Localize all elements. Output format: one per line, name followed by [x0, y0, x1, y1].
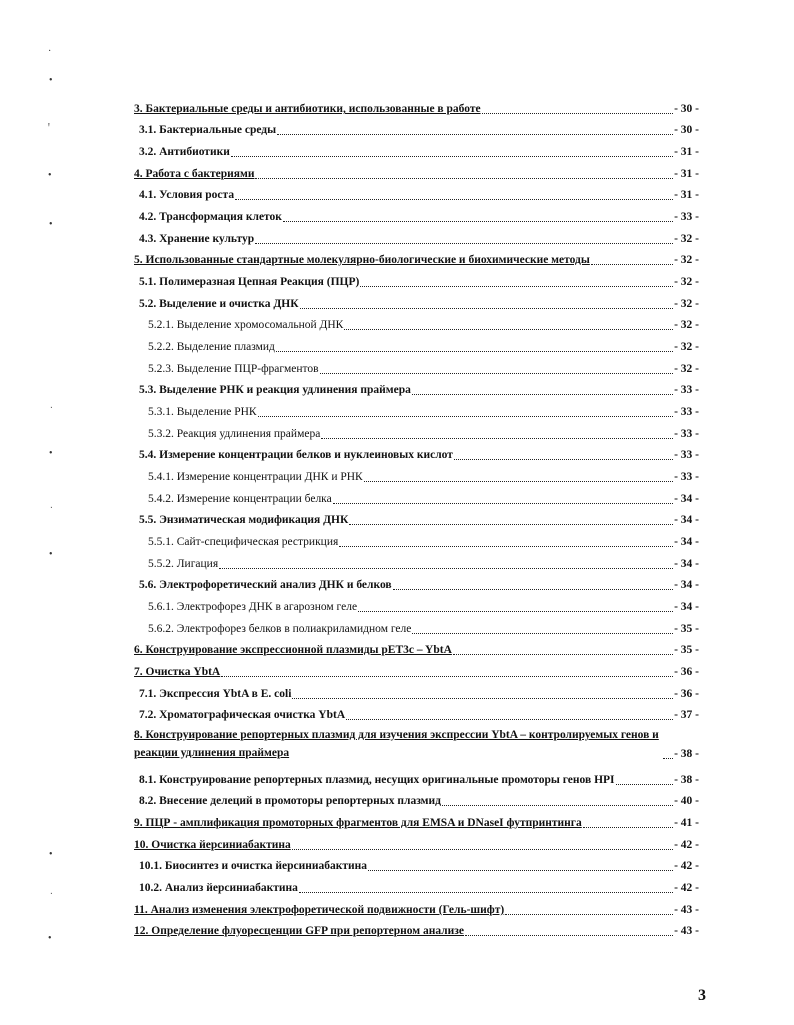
toc-entry: [148, 313, 699, 333]
toc-entry-title: 5.5.2. Лигация: [148, 558, 219, 570]
toc-entry: [134, 97, 699, 117]
toc-entry-title: 5.4.2. Измерение концентрации белка: [148, 493, 332, 505]
toc-leader: [320, 373, 674, 374]
toc-entry-page: - 34 -: [674, 601, 699, 613]
toc-entry: [139, 183, 699, 203]
toc-entry: [134, 919, 699, 939]
toc-leader: [321, 438, 673, 439]
toc-leader: [349, 524, 673, 525]
toc-entry-page: - 32 -: [674, 298, 699, 310]
toc-entry-title: 10.1. Биосинтез и очистка йерсиниабактина: [139, 860, 367, 872]
toc-entry: [139, 768, 699, 788]
toc-entry-page: - 31 -: [674, 146, 699, 158]
toc-entry-title: 5.3.2. Реакция удлинения праймера: [148, 428, 321, 440]
toc-entry-page: - 42 -: [674, 882, 699, 894]
toc-entry-title: 4. Работа с бактериями: [134, 168, 255, 180]
toc-entry: [148, 487, 699, 507]
toc-leader: [277, 134, 673, 135]
toc-entry: [139, 682, 699, 702]
scan-speck: •: [49, 448, 53, 459]
scan-speck: •: [48, 170, 52, 181]
toc-entry-page: - 32 -: [674, 363, 699, 375]
toc-entry-page: - 30 -: [674, 124, 699, 136]
toc-leader: [591, 264, 673, 265]
toc-entry-page: - 36 -: [674, 666, 699, 678]
toc-entry-title: 4.3. Хранение культур: [139, 233, 255, 245]
scan-speck: •: [49, 219, 53, 230]
toc-entry-page: - 32 -: [674, 233, 699, 245]
toc-leader: [616, 784, 674, 785]
toc-entry-title: 5.2. Выделение и очистка ДНК: [139, 298, 299, 310]
toc-entry-page: - 35 -: [674, 623, 699, 635]
toc-entry: [148, 552, 699, 572]
toc-leader: [235, 199, 673, 200]
toc-leader: [231, 156, 673, 157]
toc-entry-title: 10.2. Анализ йерсиниабактина: [139, 882, 298, 894]
toc-entry-page: - 35 -: [674, 644, 699, 656]
toc-leader: [221, 676, 673, 677]
toc-entry-title: 5.6.1. Электрофорез ДНК в агарозном геле: [148, 601, 358, 613]
toc-entry-title: 6. Конструирование экспрессионной плазмиды pET3c – YbtA: [134, 644, 452, 656]
toc-entry-page: - 31 -: [674, 168, 699, 180]
toc-entry-title: 5.6. Электрофоретический анализ ДНК и белков: [139, 579, 392, 591]
toc-entry-page: - 31 -: [674, 189, 699, 201]
toc-entry: [139, 789, 699, 809]
toc-entry-page: - 34 -: [674, 493, 699, 505]
toc-entry-title: 5.2.2. Выделение плазмид: [148, 341, 275, 353]
toc-entry-page: - 32 -: [674, 254, 699, 266]
toc-entry-title: 5.5.1. Сайт-специфическая рестрикция: [148, 536, 339, 548]
toc-entry-title: 12. Определение флуоресценции GFP при репортерном анализе: [134, 925, 464, 937]
toc-leader: [299, 892, 673, 893]
toc-entry-page: - 36 -: [674, 688, 699, 700]
toc-leader: [358, 611, 673, 612]
toc-entry-title: 8. Конструирование репортерных плазмид для изучения экспрессии YbtA – контролируемых генов и реакции удлинения праймера: [134, 729, 659, 759]
toc-entry-title: 7.1. Экспрессия YbtA в E. coli: [139, 688, 292, 700]
toc-entry-page: - 41 -: [674, 817, 699, 829]
toc-entry-title: 3.2. Антибиотики: [139, 146, 230, 158]
toc-entry-page: - 34 -: [674, 536, 699, 548]
toc-leader: [333, 503, 673, 504]
toc-entry-page: - 33 -: [674, 428, 699, 440]
toc-leader: [258, 416, 673, 417]
toc-entry-page: - 40 -: [674, 795, 699, 807]
toc-entry-page: - 32 -: [674, 341, 699, 353]
toc-entry: [148, 357, 699, 377]
toc-entry: [139, 227, 699, 247]
page-number: 3: [698, 987, 706, 1004]
scan-speck: ˑ: [50, 404, 53, 415]
toc-entry: [139, 270, 699, 290]
toc-entry-title: 7.2. Хроматографическая очистка YbtA: [139, 709, 346, 721]
toc-entry-page: - 34 -: [674, 579, 699, 591]
toc-entry-title: 7. Очистка YbtA: [134, 666, 221, 678]
toc-entry: [134, 248, 699, 268]
scan-speck: •: [48, 933, 52, 944]
scan-speck: ꞌ: [48, 122, 50, 133]
scan-speck: ˑ: [50, 890, 53, 901]
toc-entry: [139, 876, 699, 896]
toc-leader: [442, 805, 673, 806]
scan-speck: •: [49, 849, 53, 860]
toc-entry: [134, 638, 699, 658]
toc-leader: [412, 633, 673, 634]
toc-entry-page: - 42 -: [674, 860, 699, 872]
toc-entry-page: - 30 -: [674, 103, 699, 115]
toc-entry-title: 5.3.1. Выделение РНК: [148, 406, 257, 418]
toc-entry: [148, 595, 699, 615]
toc-entry-page: - 43 -: [674, 904, 699, 916]
toc-entry-page: - 34 -: [674, 514, 699, 526]
toc-entry-title: 8.1. Конструирование репортерных плазмид, несущих оригинальные промоторы генов HPI: [139, 774, 615, 786]
toc-entry: [134, 898, 699, 918]
toc-entry-title: 5.4. Измерение концентрации белков и нуклеиновых кислот: [139, 449, 453, 461]
toc-leader: [465, 935, 673, 936]
toc-entry: [139, 292, 699, 312]
toc-entry: [139, 443, 699, 463]
toc-entry-title: 5.5. Энзиматическая модификация ДНК: [139, 514, 349, 526]
toc-leader: [663, 758, 673, 759]
toc-leader: [368, 870, 673, 871]
toc-leader: [255, 243, 673, 244]
toc-entry: [134, 726, 699, 762]
toc-leader: [276, 351, 673, 352]
toc-entry: [139, 205, 699, 225]
toc-entry: [148, 335, 699, 355]
toc-leader: [292, 698, 673, 699]
toc-entry-page: - 33 -: [674, 471, 699, 483]
toc-leader: [339, 546, 673, 547]
toc-entry-title: 8.2. Внесение делеций в промоторы репортерных плазмид: [139, 795, 441, 807]
toc-leader: [344, 329, 673, 330]
toc-entry-title: 5.3. Выделение РНК и реакция удлинения праймера: [139, 384, 411, 396]
toc-leader: [292, 849, 673, 850]
toc-entry: [148, 400, 699, 420]
scan-speck: •: [49, 549, 53, 560]
toc-entry: [139, 854, 699, 874]
toc-entry: [139, 703, 699, 723]
scan-speck: •: [49, 75, 53, 86]
toc-leader: [453, 654, 673, 655]
toc-entry: [134, 660, 699, 680]
toc-leader: [583, 827, 673, 828]
toc-entry-page: - 33 -: [674, 211, 699, 223]
toc-entry: [139, 140, 699, 160]
toc-entry-page: - 34 -: [674, 558, 699, 570]
toc-leader: [482, 113, 673, 114]
toc-entry: [134, 833, 699, 853]
toc-entry-page: - 43 -: [674, 925, 699, 937]
toc-entry: [148, 530, 699, 550]
toc-entry-page: - 42 -: [674, 839, 699, 851]
toc-leader: [364, 481, 673, 482]
toc-entry: [148, 617, 699, 637]
toc-entry-title: 10. Очистка йерсиниабактина: [134, 839, 291, 851]
toc-entry-title: 5.1. Полимеразная Цепная Реакция (ПЦР): [139, 276, 360, 288]
toc-entry-page: - 33 -: [674, 406, 699, 418]
toc-entry-page: - 38 -: [674, 774, 699, 786]
toc-entry: [134, 811, 699, 831]
toc-entry-page: - 33 -: [674, 384, 699, 396]
toc-leader: [300, 308, 674, 309]
toc-leader: [360, 286, 673, 287]
toc-entry-title: 4.1. Условия роста: [139, 189, 235, 201]
toc-leader: [393, 589, 673, 590]
scan-speck: ·: [48, 46, 52, 57]
toc-entry-page: - 32 -: [674, 276, 699, 288]
toc-entry-title: 9. ПЦР - амплификация промоторных фрагментов для EMSA и DNaseI футпринтинга: [134, 817, 582, 829]
toc-leader: [454, 459, 673, 460]
toc-entry-title: 5.2.3. Выделение ПЦР-фрагментов: [148, 363, 319, 375]
toc-entry-page: - 38 -: [674, 748, 699, 760]
toc-entry-page: - 37 -: [674, 709, 699, 721]
toc-entry: [134, 162, 699, 182]
toc-entry-title: 11. Анализ изменения электрофоретической подвижности (Гель-шифт): [134, 904, 505, 916]
toc-entry-title: 3. Бактериальные среды и антибиотики, использованные в работе: [134, 103, 481, 115]
toc-leader: [346, 719, 673, 720]
toc-entry-title: 3.1. Бактериальные среды: [139, 124, 277, 136]
toc-entry-title: 5. Использованные стандартные молекулярно-биологические и биохимические методы: [134, 254, 590, 266]
toc-leader: [505, 914, 673, 915]
toc-entry-page: - 33 -: [674, 449, 699, 461]
toc-leader: [412, 394, 673, 395]
toc-entry: [139, 508, 699, 528]
toc-entry: [139, 573, 699, 593]
toc-entry: [139, 378, 699, 398]
toc-leader: [219, 568, 673, 569]
toc-entry-title: 4.2. Трансформация клеток: [139, 211, 282, 223]
toc-leader: [283, 221, 673, 222]
toc-entry-title: 5.4.1. Измерение концентрации ДНК и РНК: [148, 471, 363, 483]
toc-entry-page: - 32 -: [674, 319, 699, 331]
toc-leader: [255, 178, 673, 179]
toc-entry-title: 5.2.1. Выделение хромосомальной ДНК: [148, 319, 344, 331]
scan-speck: ˑ: [50, 504, 53, 515]
toc-entry: [148, 465, 699, 485]
toc-entry: [148, 422, 699, 442]
toc-entry: [139, 118, 699, 138]
toc-entry-title: 5.6.2. Электрофорез белков в полиакриламидном геле: [148, 623, 412, 635]
